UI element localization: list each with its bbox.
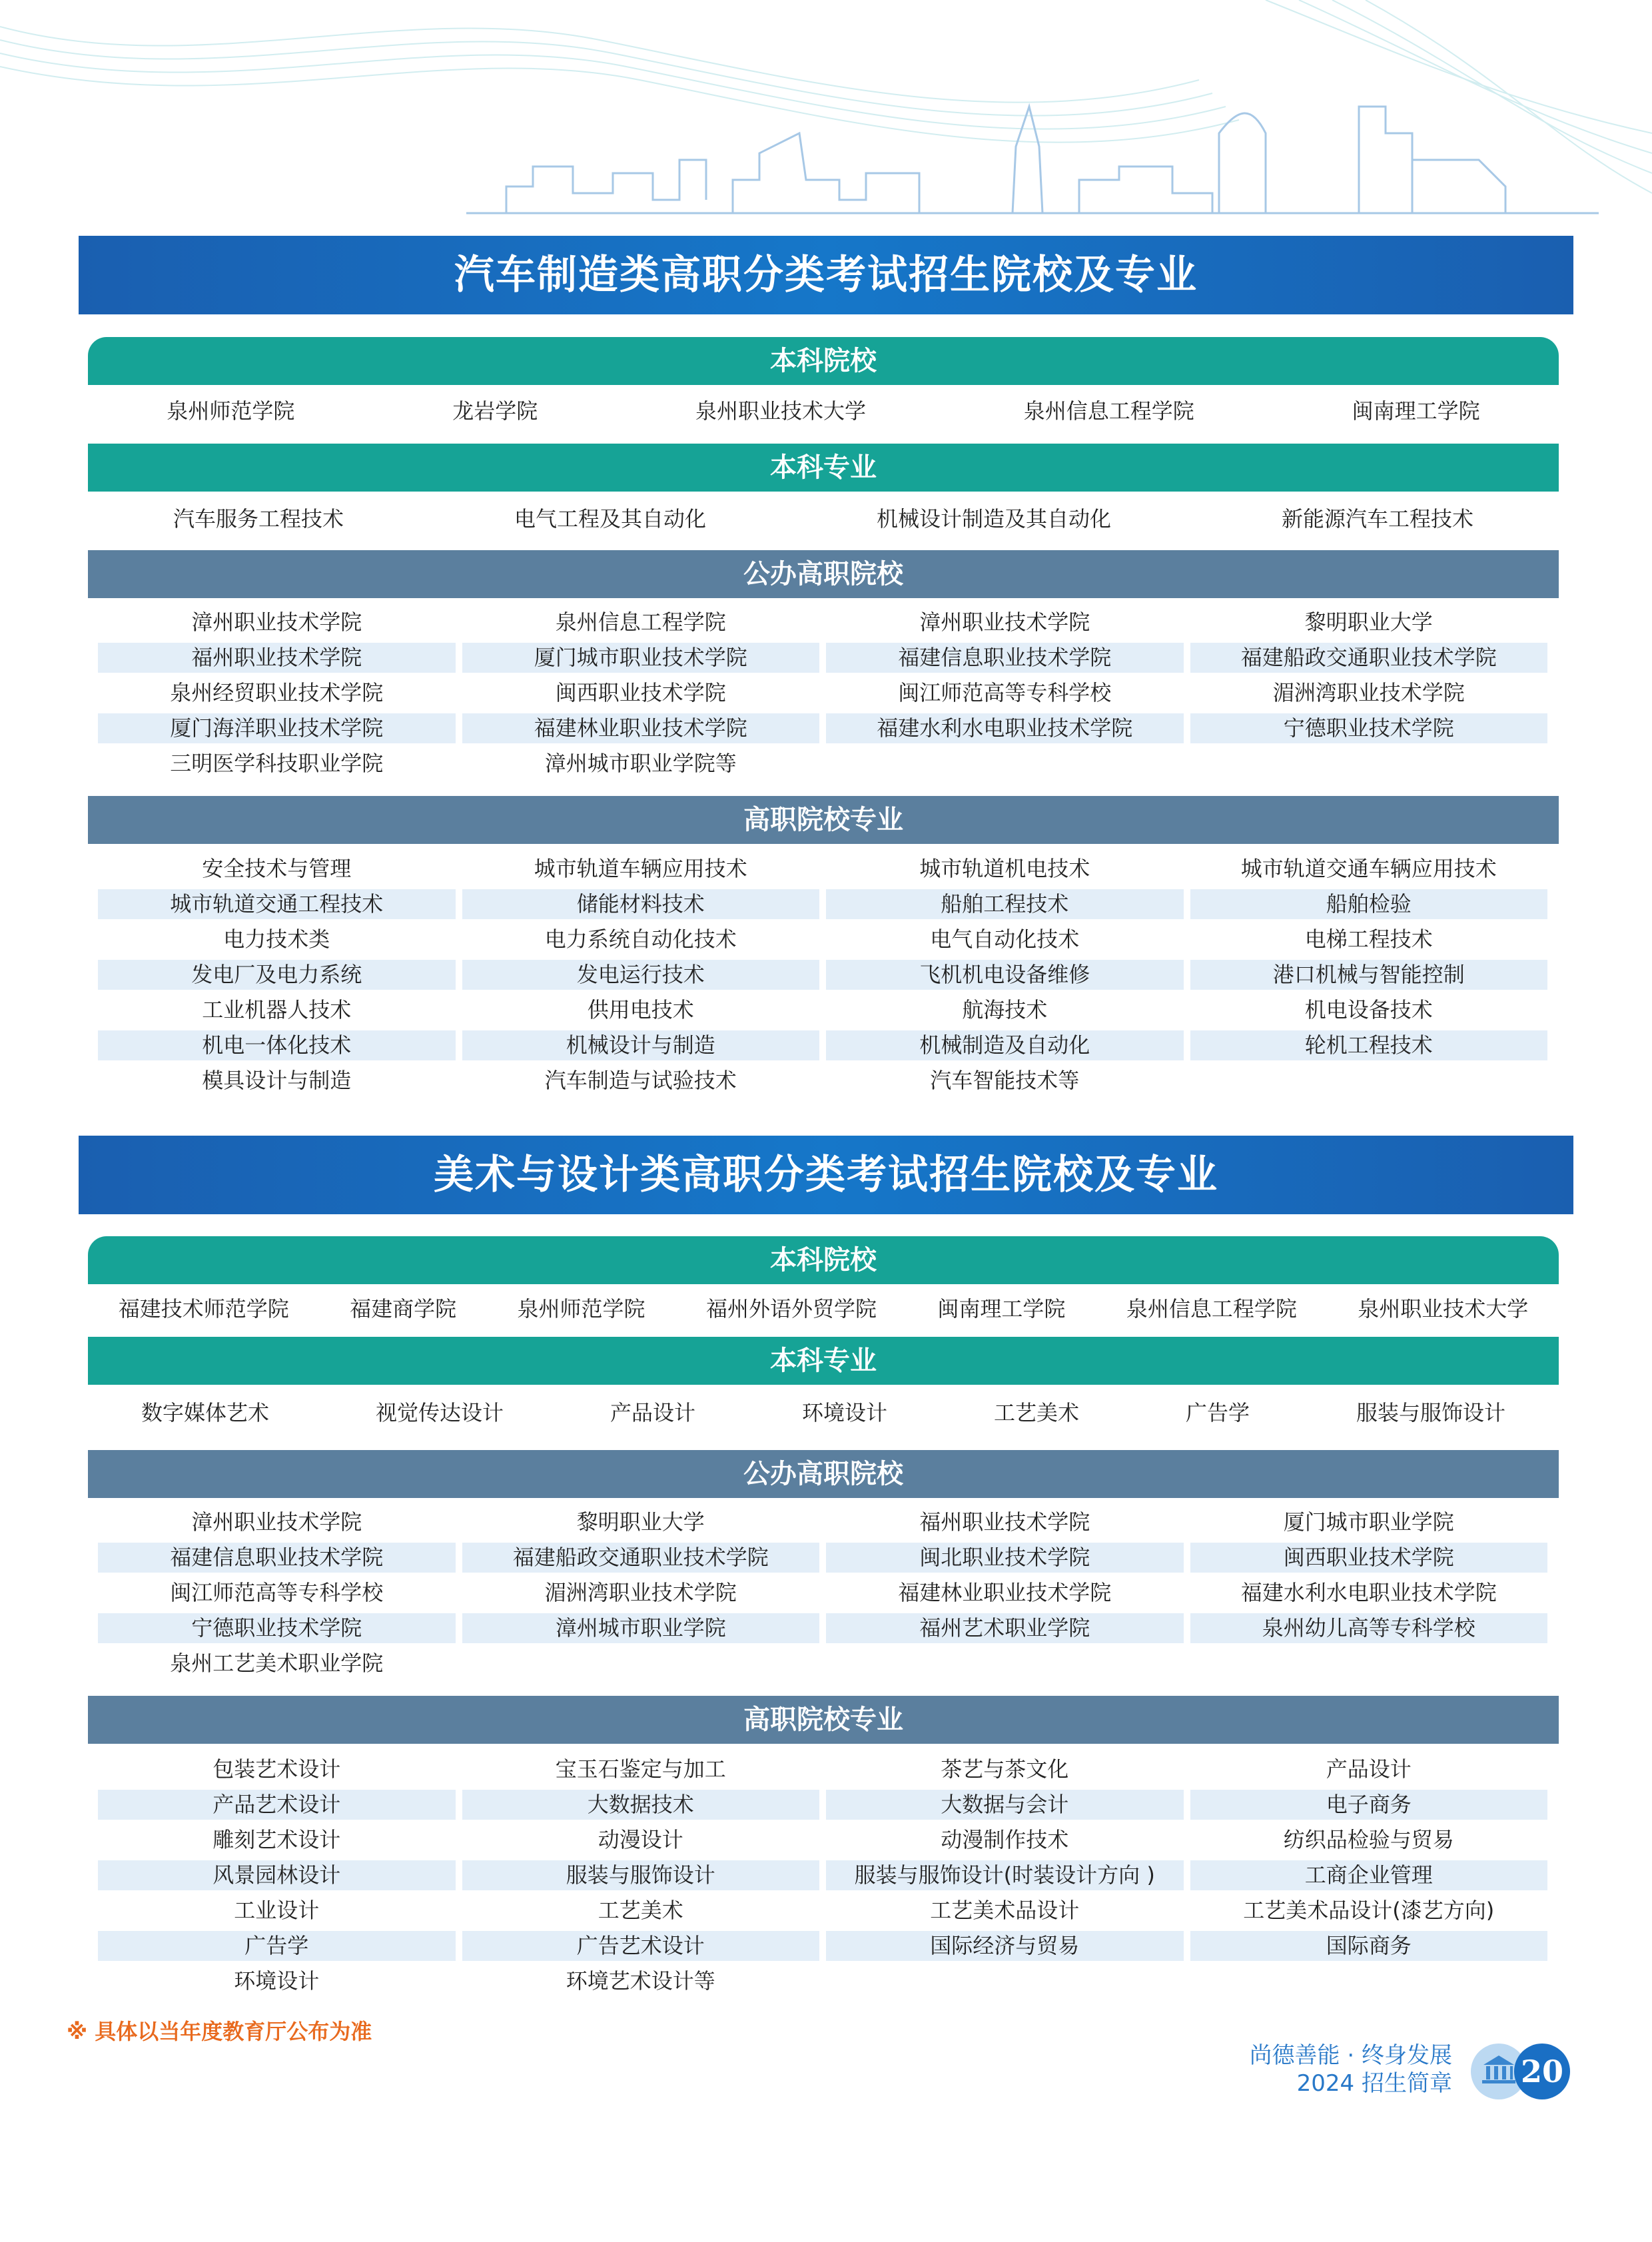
table-cell: 广告学 — [98, 1931, 456, 1961]
table-cell: 产品设计 — [1326, 1756, 1412, 1782]
table-cell: 电子商务 — [1190, 1790, 1548, 1820]
table-cell: 产品艺术设计 — [98, 1790, 456, 1820]
table-cell: 船舶检验 — [1190, 889, 1548, 919]
table-cell: 储能材料技术 — [462, 889, 820, 919]
list-item: 工艺美术 — [993, 1400, 1079, 1425]
section1-undergrad-majors-row — [88, 496, 1559, 540]
list-item: 服装与服饰设计 — [1356, 1400, 1505, 1425]
table-cell: 轮机工程技术 — [1190, 1030, 1548, 1060]
table-cell: 泉州经贸职业技术学院 — [170, 680, 384, 705]
table-row — [95, 678, 1551, 713]
table-cell — [1190, 749, 1548, 779]
table-cell: 福建信息职业技术学院 — [826, 643, 1184, 673]
table-cell — [826, 749, 1184, 779]
table-cell: 福州职业技术学院 — [919, 1509, 1090, 1535]
table-cell: 汽车智能技术等 — [930, 1068, 1080, 1093]
table-cell: 模具设计与制造 — [202, 1068, 352, 1093]
list-item: 汽车服务工程技术 — [173, 506, 344, 532]
list-item: 福州外语外贸学院 — [705, 1296, 877, 1321]
table-row — [95, 854, 1551, 889]
list-item: 泉州职业技术大学 — [1358, 1296, 1529, 1321]
table-cell: 泉州信息工程学院 — [555, 609, 726, 635]
table-cell: 厦门城市职业技术学院 — [462, 643, 820, 673]
table-row — [95, 1790, 1551, 1825]
table-cell: 泉州幼儿高等专科学校 — [1190, 1613, 1548, 1643]
table-cell: 大数据技术 — [462, 1790, 820, 1820]
list-item: 视觉传达设计 — [375, 1400, 504, 1425]
table-cell — [462, 1649, 820, 1679]
list-item: 泉州师范学院 — [167, 398, 295, 424]
table-cell: 福建林业职业技术学院 — [898, 1580, 1112, 1605]
table-cell: 福州职业技术学院 — [98, 643, 456, 673]
list-item: 机械设计制造及其自动化 — [876, 506, 1111, 532]
section2-undergrad-majors-header: 本科专业 — [88, 1337, 1559, 1385]
table-cell: 服装与服饰设计 — [462, 1860, 820, 1890]
table-cell: 城市轨道交通工程技术 — [98, 889, 456, 919]
table-row — [95, 1860, 1551, 1896]
table-cell: 机械设计与制造 — [462, 1030, 820, 1060]
section2-vocational-majors-header: 高职院校专业 — [88, 1696, 1559, 1744]
table-cell — [826, 1966, 1184, 1996]
table-cell: 风景园林设计 — [98, 1860, 456, 1890]
table-cell: 福建信息职业技术学院 — [98, 1543, 456, 1573]
table-row — [95, 995, 1551, 1030]
table-cell: 机电一体化技术 — [98, 1030, 456, 1060]
section1-undergrad-schools-header: 本科院校 — [88, 337, 1559, 385]
table-cell: 福建船政交通职业技术学院 — [1190, 643, 1548, 673]
table-cell: 船舶工程技术 — [826, 889, 1184, 919]
section1-public-vocational-header: 公办高职院校 — [88, 550, 1559, 598]
table-cell: 厦门城市职业学院 — [1283, 1509, 1454, 1535]
table-cell: 工艺美术品设计 — [930, 1898, 1080, 1923]
table-cell — [1190, 1966, 1548, 1996]
table-cell: 湄洲湾职业技术学院 — [544, 1580, 737, 1605]
table-cell: 机械制造及自动化 — [826, 1030, 1184, 1060]
table-cell: 黎明职业大学 — [576, 1509, 705, 1535]
table-cell: 工艺美术 — [598, 1898, 683, 1923]
section1-undergrad-schools-row — [88, 388, 1559, 432]
section1-vocational-majors-header: 高职院校专业 — [88, 796, 1559, 844]
table-row — [95, 749, 1551, 784]
page-number-badge — [1469, 2038, 1575, 2105]
table-cell: 汽车制造与试验技术 — [544, 1068, 737, 1093]
table-row — [95, 1507, 1551, 1543]
table-cell: 城市轨道车辆应用技术 — [534, 856, 747, 881]
table-cell: 黎明职业大学 — [1304, 609, 1433, 635]
table-row — [95, 1613, 1551, 1649]
table-cell: 厦门海洋职业技术学院 — [98, 713, 456, 743]
footer-subtitle: 2024 招生简章 — [1296, 2070, 1452, 2097]
table-cell: 闽西职业技术学院 — [555, 680, 726, 705]
table-cell: 电气自动化技术 — [930, 927, 1080, 952]
table-row — [95, 1825, 1551, 1860]
list-item: 龙岩学院 — [452, 398, 538, 424]
list-item: 电气工程及其自动化 — [514, 506, 706, 532]
table-cell: 港口机械与智能控制 — [1190, 960, 1548, 990]
table-row — [95, 925, 1551, 960]
page-number: 20 — [1520, 2054, 1564, 2089]
table-cell: 供用电技术 — [587, 997, 694, 1022]
table-cell: 服装与服饰设计(时装设计方向 ) — [826, 1860, 1184, 1890]
section2-undergrad-schools-row — [88, 1286, 1559, 1329]
section2-public-vocational-table — [95, 1507, 1551, 1684]
table-row — [95, 1896, 1551, 1931]
list-item: 泉州师范学院 — [517, 1296, 645, 1321]
table-cell: 茶艺与茶文化 — [941, 1756, 1069, 1782]
footer-slogan-block — [1250, 2042, 1452, 2097]
list-item: 闽南理工学院 — [937, 1296, 1066, 1321]
table-cell: 环境艺术设计等 — [566, 1968, 715, 1994]
table-row — [95, 1966, 1551, 2002]
table-cell: 动漫设计 — [598, 1827, 683, 1852]
table-row — [95, 1543, 1551, 1578]
table-cell: 大数据与会计 — [826, 1790, 1184, 1820]
footer-slogan: 尚德善能 · 终身发展 — [1249, 2042, 1452, 2069]
table-cell: 闽江师范高等专科学校 — [170, 1580, 384, 1605]
table-cell: 安全技术与管理 — [202, 856, 352, 881]
table-cell: 闽北职业技术学院 — [826, 1543, 1184, 1573]
list-item: 新能源汽车工程技术 — [1281, 506, 1473, 532]
list-item: 泉州信息工程学院 — [1126, 1296, 1297, 1321]
list-item: 闽南理工学院 — [1352, 398, 1480, 424]
table-cell: 包装艺术设计 — [212, 1756, 341, 1782]
table-row — [95, 1030, 1551, 1066]
table-row — [95, 643, 1551, 678]
table-cell: 广告艺术设计 — [462, 1931, 820, 1961]
table-row — [95, 1754, 1551, 1790]
section2-public-vocational-header: 公办高职院校 — [88, 1450, 1559, 1498]
table-cell: 发电厂及电力系统 — [98, 960, 456, 990]
table-cell: 宁德职业技术学院 — [1190, 713, 1548, 743]
table-row — [95, 960, 1551, 995]
list-item: 数字媒体艺术 — [141, 1400, 269, 1425]
table-cell: 纺织品检验与贸易 — [1283, 1827, 1454, 1852]
table-cell: 电力系统自动化技术 — [544, 927, 737, 952]
list-item: 产品设计 — [610, 1400, 695, 1425]
table-cell: 动漫制作技术 — [941, 1827, 1069, 1852]
table-cell: 国际商务 — [1190, 1931, 1548, 1961]
list-item: 泉州职业技术大学 — [695, 398, 866, 424]
section1-public-vocational-table — [95, 607, 1551, 784]
list-item: 广告学 — [1185, 1400, 1250, 1425]
table-row — [95, 889, 1551, 925]
table-cell: 湄洲湾职业技术学院 — [1272, 680, 1465, 705]
table-cell: 环境设计 — [234, 1968, 320, 1994]
table-cell — [1190, 1066, 1548, 1096]
table-cell: 漳州城市职业学院等 — [544, 751, 737, 776]
table-cell: 飞机机电设备维修 — [826, 960, 1184, 990]
list-item: 福建技术师范学院 — [118, 1296, 289, 1321]
table-cell: 福州艺术职业学院 — [826, 1613, 1184, 1643]
table-cell: 福建水利水电职业技术学院 — [826, 713, 1184, 743]
list-item: 环境设计 — [801, 1400, 887, 1425]
table-cell: 工艺美术品设计(漆艺方向) — [1243, 1898, 1495, 1923]
table-row — [95, 1931, 1551, 1966]
section1-undergrad-majors-header: 本科专业 — [88, 444, 1559, 492]
table-cell: 漳州职业技术学院 — [191, 609, 362, 635]
table-cell: 发电运行技术 — [462, 960, 820, 990]
table-row — [95, 713, 1551, 749]
table-cell: 城市轨道机电技术 — [919, 856, 1090, 881]
table-cell: 福建水利水电职业技术学院 — [1240, 1580, 1497, 1605]
table-row — [95, 1066, 1551, 1101]
table-cell: 福建林业职业技术学院 — [462, 713, 820, 743]
table-cell: 宁德职业技术学院 — [98, 1613, 456, 1643]
table-row — [95, 1649, 1551, 1684]
table-cell: 漳州职业技术学院 — [919, 609, 1090, 635]
section2-title-banner: 美术与设计类高职分类考试招生院校及专业 — [79, 1136, 1573, 1214]
table-cell: 福建船政交通职业技术学院 — [462, 1543, 820, 1573]
table-row — [95, 607, 1551, 643]
section2-vocational-majors-table — [95, 1754, 1551, 2002]
table-cell: 雕刻艺术设计 — [212, 1827, 341, 1852]
table-cell: 电梯工程技术 — [1304, 927, 1433, 952]
table-cell — [826, 1649, 1184, 1679]
table-cell: 泉州工艺美术职业学院 — [170, 1651, 384, 1676]
section2-undergrad-majors-row — [88, 1389, 1559, 1433]
list-item: 泉州信息工程学院 — [1023, 398, 1194, 424]
table-cell — [1190, 1649, 1548, 1679]
table-cell: 宝玉石鉴定与加工 — [555, 1756, 726, 1782]
table-row — [95, 1578, 1551, 1613]
table-cell: 闽江师范高等专科学校 — [898, 680, 1112, 705]
table-cell: 闽西职业技术学院 — [1190, 1543, 1548, 1573]
table-cell: 工业机器人技术 — [202, 997, 352, 1022]
table-cell: 航海技术 — [962, 997, 1048, 1022]
table-cell: 电力技术类 — [223, 927, 330, 952]
table-cell: 漳州城市职业学院 — [462, 1613, 820, 1643]
footnote: ※ 具体以当年度教育厅公布为准 — [67, 2019, 372, 2044]
table-cell: 漳州职业技术学院 — [191, 1509, 362, 1535]
table-cell: 机电设备技术 — [1304, 997, 1433, 1022]
section1-vocational-majors-table — [95, 854, 1551, 1101]
table-cell: 工业设计 — [234, 1898, 320, 1923]
table-cell: 三明医学科技职业学院 — [170, 751, 384, 776]
list-item: 福建商学院 — [350, 1296, 457, 1321]
section1-title-banner: 汽车制造类高职分类考试招生院校及专业 — [79, 236, 1573, 314]
table-cell: 工商企业管理 — [1190, 1860, 1548, 1890]
table-cell: 城市轨道交通车辆应用技术 — [1240, 856, 1497, 881]
decorative-skyline-header — [0, 0, 1652, 220]
table-cell: 国际经济与贸易 — [826, 1931, 1184, 1961]
section2-undergrad-schools-header: 本科院校 — [88, 1236, 1559, 1284]
